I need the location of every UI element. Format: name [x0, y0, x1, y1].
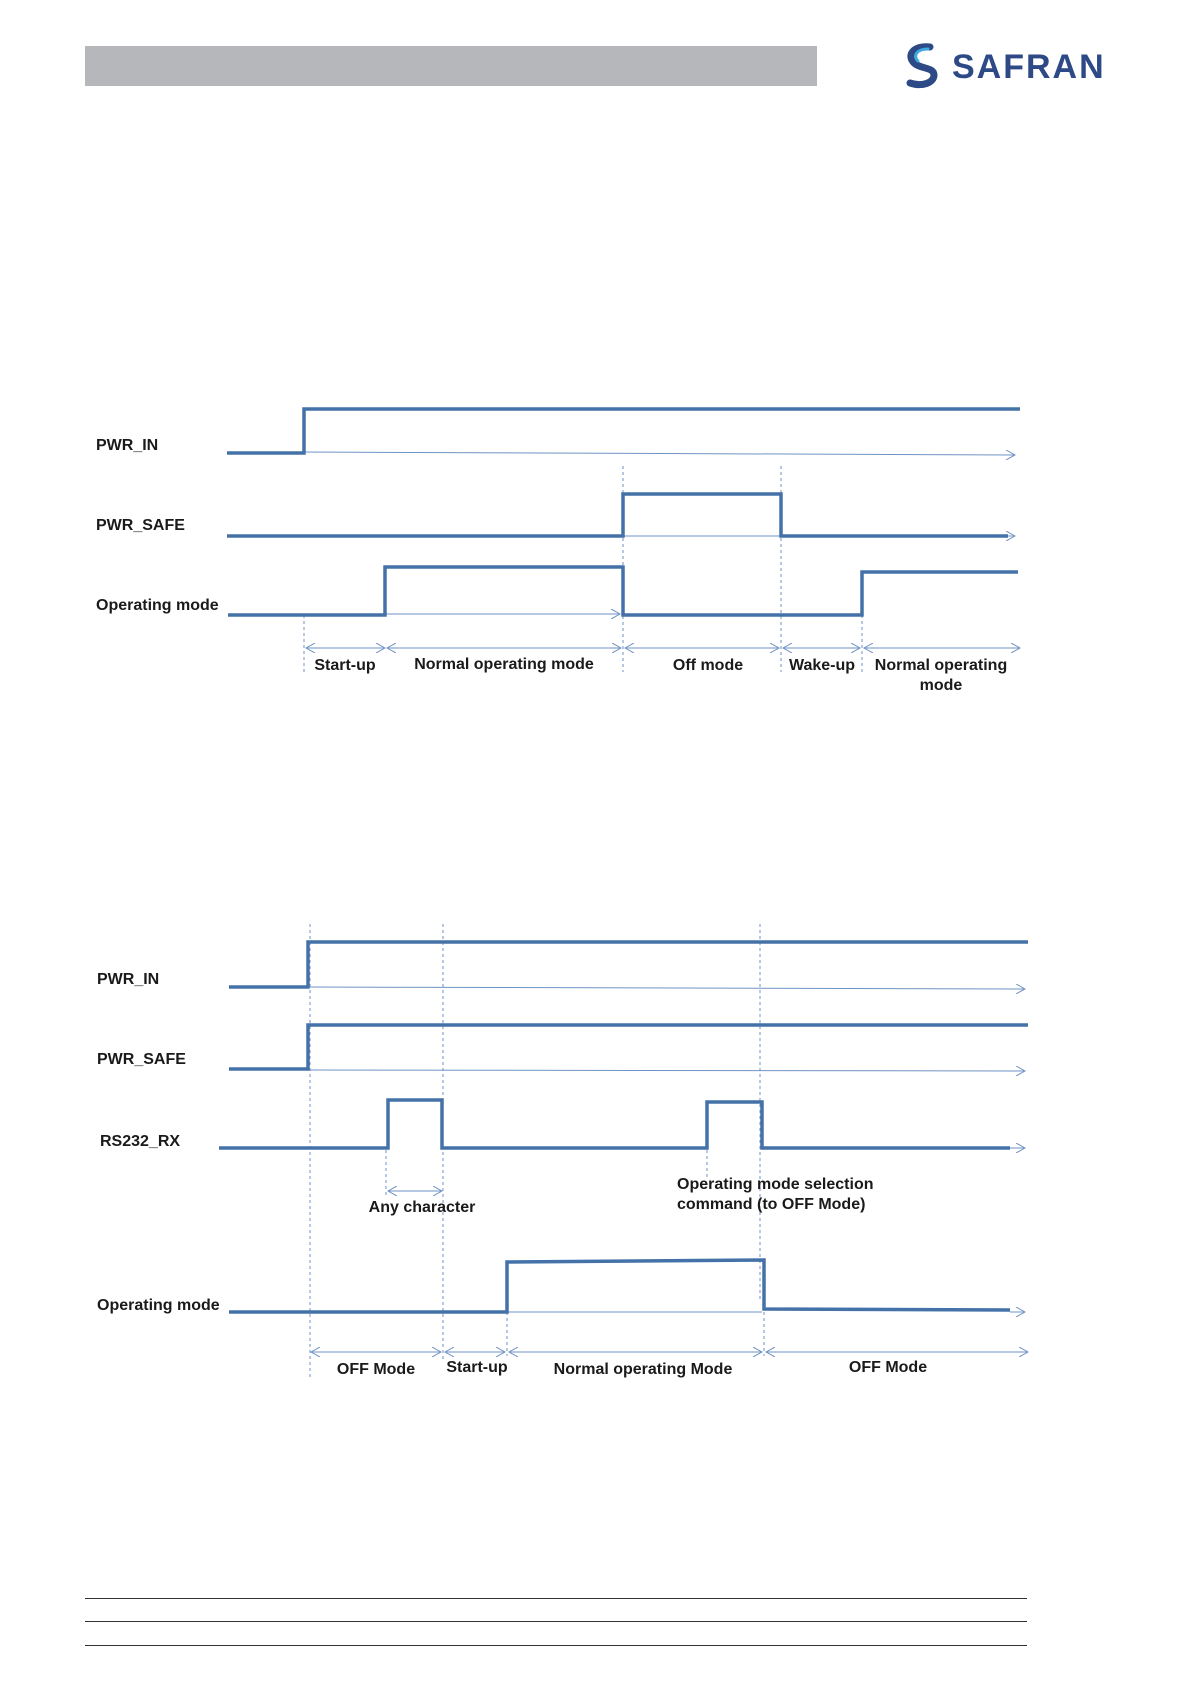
note-any-character: Any character: [368, 1199, 476, 1216]
phase-wakeup: Wake-up: [788, 657, 856, 674]
phase-off-1: OFF Mode: [336, 1361, 416, 1378]
label-pwr-safe: PWR_SAFE: [97, 1051, 186, 1068]
pwr-safe-waveform: [227, 494, 1008, 536]
footer-rule: [85, 1645, 1027, 1646]
phase-off: Off mode: [672, 657, 744, 674]
phase-normal-2-line1: Normal operating: [874, 657, 1008, 674]
op-mode-waveform: [228, 567, 1018, 615]
label-pwr-in: PWR_IN: [97, 971, 160, 988]
footer-rule: [85, 1598, 1027, 1599]
logo-text: SAFRAN: [952, 48, 1106, 86]
label-operating-mode: Operating mode: [97, 1297, 220, 1314]
label-operating-mode: Operating mode: [96, 597, 219, 614]
pwr-safe-waveform: [229, 1025, 1028, 1069]
phase-normal: Normal operating Mode: [553, 1361, 733, 1378]
op-mode-waveform: [229, 1260, 1010, 1312]
label-pwr-in: PWR_IN: [96, 437, 159, 454]
phase-normal-2-line2: mode: [919, 677, 963, 694]
pwr-in-waveform: [229, 942, 1028, 987]
diagram-1: [96, 409, 1020, 694]
pwr-in-axis: [302, 452, 1015, 455]
footer-rule: [85, 1621, 1027, 1622]
note-command-line2: command (to OFF Mode): [677, 1196, 866, 1213]
diagram-2: [97, 924, 1028, 1378]
pwr-safe-axis: [310, 1070, 1025, 1071]
phase-startup: Start-up: [314, 657, 376, 674]
phase-startup: Start-up: [446, 1359, 508, 1376]
label-rs232-rx: RS232_RX: [100, 1133, 181, 1150]
phase-normal: Normal operating mode: [414, 656, 594, 673]
rs232-waveform: [219, 1100, 1010, 1148]
label-pwr-safe: PWR_SAFE: [96, 517, 185, 534]
phase-off-2: OFF Mode: [848, 1359, 928, 1376]
pwr-in-axis: [310, 987, 1025, 989]
note-command-line1: Operating mode selection: [677, 1176, 874, 1193]
pwr-in-waveform: [227, 409, 1020, 453]
